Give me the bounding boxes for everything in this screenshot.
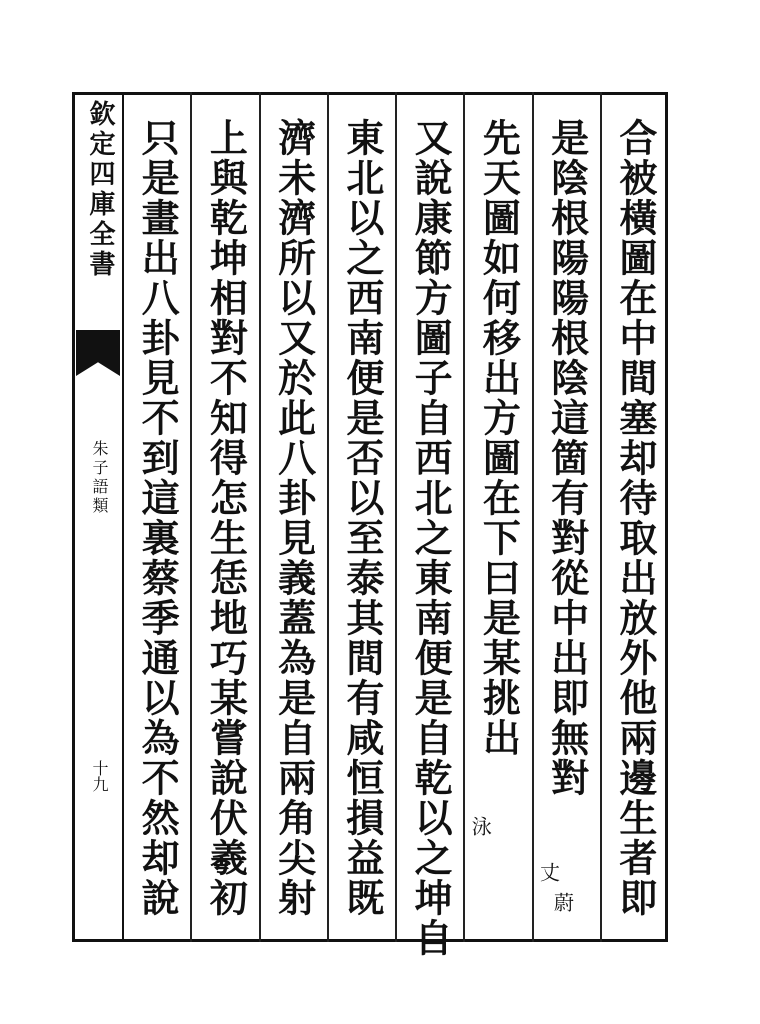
column-text: 上與乾坤相對不知得怎生恁地巧某嘗說伏羲初 xyxy=(203,118,249,918)
column-text: 先天圖如何移出方圖在下曰是某挑出 xyxy=(476,118,522,758)
text-column-6 xyxy=(259,92,327,942)
text-column-5 xyxy=(327,92,395,942)
annotation-note: 丈 xyxy=(536,862,561,882)
text-column-3 xyxy=(463,92,531,942)
book-title: 朱子語類 xyxy=(90,440,109,516)
column-text: 又說康節方圖子自西北之東南便是自乾以之坤自 xyxy=(408,118,454,958)
column-text: 東北以之西南便是否以至泰其間有咸恒損益既 xyxy=(339,118,385,918)
column-text: 只是畫出八卦見不到這裏蔡季通以為不然却說 xyxy=(135,118,181,918)
page-number: 十九 xyxy=(90,760,109,792)
text-column-1 xyxy=(600,92,668,942)
column-text: 合被橫圖在中間塞却待取出放外他兩邊生者即 xyxy=(612,118,658,918)
annotation-note-2: 蔚 xyxy=(550,892,575,912)
annotation-note: 泳 xyxy=(468,816,493,836)
column-text: 濟未濟所以又於此八卦見義蓋為是自兩角尖射 xyxy=(271,118,317,918)
text-column-8 xyxy=(124,92,190,942)
text-columns xyxy=(124,92,668,958)
text-column-7 xyxy=(190,92,258,942)
collection-title: 欽定四庫全書 xyxy=(85,100,115,280)
column-text: 是陰根陽陽根陰這箇有對從中出即無對 xyxy=(544,118,590,798)
text-column-2 xyxy=(532,92,600,942)
text-column-4 xyxy=(395,92,463,958)
